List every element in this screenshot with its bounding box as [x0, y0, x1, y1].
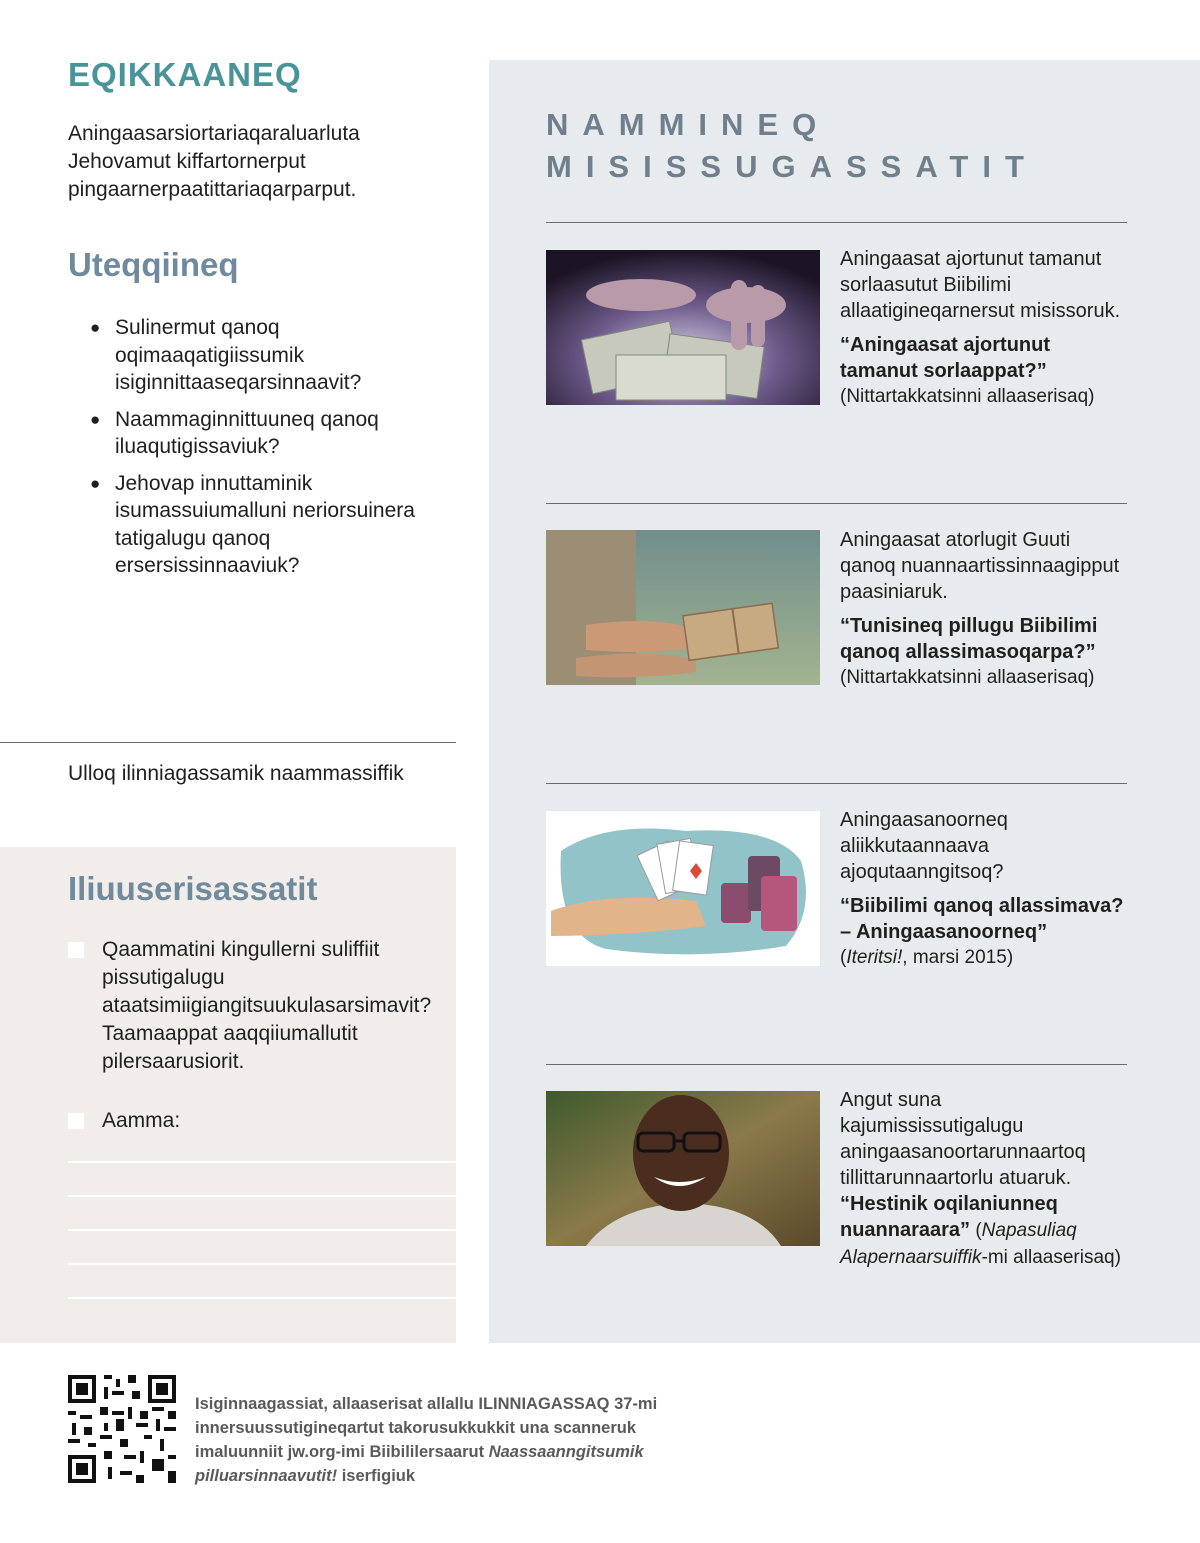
footer-note — [195, 1392, 715, 1488]
source-details: -mi allaaserisaq) — [981, 1247, 1121, 1268]
writing-line[interactable] — [68, 1263, 456, 1265]
completion-date-label: Ulloq ilinniagassamik naammassiffik — [68, 762, 404, 785]
review-question — [90, 314, 460, 397]
resource-divider — [546, 222, 1127, 223]
goal-item — [68, 1107, 428, 1135]
review-heading: Uteqqiineq — [68, 246, 239, 283]
resource-description: Aningaasanoorneq aliikkutaannaava ajoqutaanngitsoq? — [840, 809, 1008, 883]
resource-gambling — [840, 807, 1130, 971]
writing-line[interactable] — [68, 1161, 456, 1163]
review-question-text: Jehovap innuttaminik isumassuiumalluni neriorsuinera tatigalugu qanoq ersersissinnaaviuk? — [115, 471, 415, 577]
review-question-text: Naammaginnittuuneq qanoq iluaqutigissaviuk? — [115, 407, 379, 458]
resource-money — [840, 246, 1130, 410]
source-publication: Napasuliaq Alapernaarsuiffik — [840, 1220, 1077, 1268]
resource-divider — [546, 1064, 1127, 1065]
goal-checkbox[interactable] — [68, 1113, 84, 1129]
goal-text: Qaammatini kingullerni suliffiit pissutigalugu ataatsimiigiangitsuukulasarsimavit? Taamaappat aaqqiiumallutit pilersaarusiorit. — [102, 938, 432, 1073]
source-open: ( — [970, 1220, 982, 1241]
review-question — [90, 470, 460, 580]
resource-image-gift[interactable] — [546, 530, 820, 685]
goal-checkbox[interactable] — [68, 942, 84, 958]
bullet-icon: ● — [90, 409, 101, 429]
source-open: ( — [840, 947, 847, 968]
resource-image-portrait[interactable] — [546, 1091, 820, 1246]
section-divider — [0, 742, 456, 743]
summary-heading: EQIKKAANEQ — [68, 56, 302, 93]
resource-title-link[interactable]: “Aningaasat ajortunut tamanut sorlaappat?” — [840, 334, 1051, 382]
summary-text: Aningaasarsiortariaqaraluarluta Jehovamut kiffartornerput pingaarnerpaatittariaqarparput. — [68, 122, 360, 201]
explore-heading-line: MISISSUGASSATIT — [546, 149, 1038, 184]
bullet-icon: ● — [90, 318, 101, 337]
resource-source: (Nittartakkatsinni allaaserisaq) — [840, 386, 1095, 407]
resource-description: Aningaasat ajortunut tamanut sorlaasutut Biibilimi allaatigineqarnersut misissoruk. — [840, 248, 1121, 322]
footer-text-end: iserfigiuk — [337, 1467, 416, 1485]
resource-image-gambling[interactable] — [546, 811, 820, 966]
goal-text: Aamma: — [102, 1109, 181, 1132]
writing-line[interactable] — [68, 1297, 456, 1299]
explore-heading-line: NAMMINEQ — [546, 107, 831, 142]
resource-title-link[interactable]: “Tunisineq pillugu Biibilimi qanoq allassimasoqarpa?” — [840, 615, 1098, 663]
qr-code-icon[interactable] — [68, 1375, 176, 1483]
goals-panel — [0, 847, 456, 1343]
source-publication: Iteritsi! — [846, 947, 903, 968]
review-question-list — [90, 314, 460, 589]
review-question — [90, 406, 460, 461]
footer-publication[interactable]: Naassaanngitsumik pilluarsinnaavutit! — [195, 1443, 644, 1485]
resource-description: Aningaasat atorlugit Guuti qanoq nuannaartissinnaagipput paasiniaruk. — [840, 529, 1120, 603]
writing-line[interactable] — [68, 1195, 456, 1197]
writing-line[interactable] — [68, 1229, 456, 1231]
resource-description: Angut suna kajumississutigalugu aningaasanoortarunnaartoq tillittarunnaartorlu atuaruk. — [840, 1089, 1086, 1189]
explore-heading — [546, 104, 1038, 188]
resource-gift — [840, 527, 1130, 691]
goals-heading: Iliuuserisassatit — [68, 870, 318, 907]
footer-text: Isiginnaagassiat, allaaserisat allallu ILINNIAGASSAQ 37-mi innersuussutigineqartut takorusukkukkit una scanneruk imaluunniit jw.org-imi Biibililersaarut — [195, 1395, 658, 1461]
resource-source — [840, 945, 1130, 971]
resource-title-link[interactable]: “Biibilimi qanoq allassimava? – Aningaasanoorneq” — [840, 895, 1124, 943]
review-question-text: Sulinermut qanoq oqimaaqatigiissumik isiginnittaaseqarsinnaavit? — [115, 316, 362, 394]
bullet-icon: ● — [90, 473, 101, 493]
resource-title-link[interactable]: “Hestinik oqilaniunneq nuannaraara” — [840, 1193, 1058, 1241]
resource-divider — [546, 503, 1127, 504]
resource-divider — [546, 783, 1127, 784]
resource-source: (Nittartakkatsinni allaaserisaq) — [840, 667, 1095, 688]
source-details: , marsi 2015) — [902, 947, 1014, 968]
resource-image-money[interactable] — [546, 250, 820, 405]
goal-item — [68, 936, 432, 1076]
resource-testimony — [840, 1087, 1130, 1271]
